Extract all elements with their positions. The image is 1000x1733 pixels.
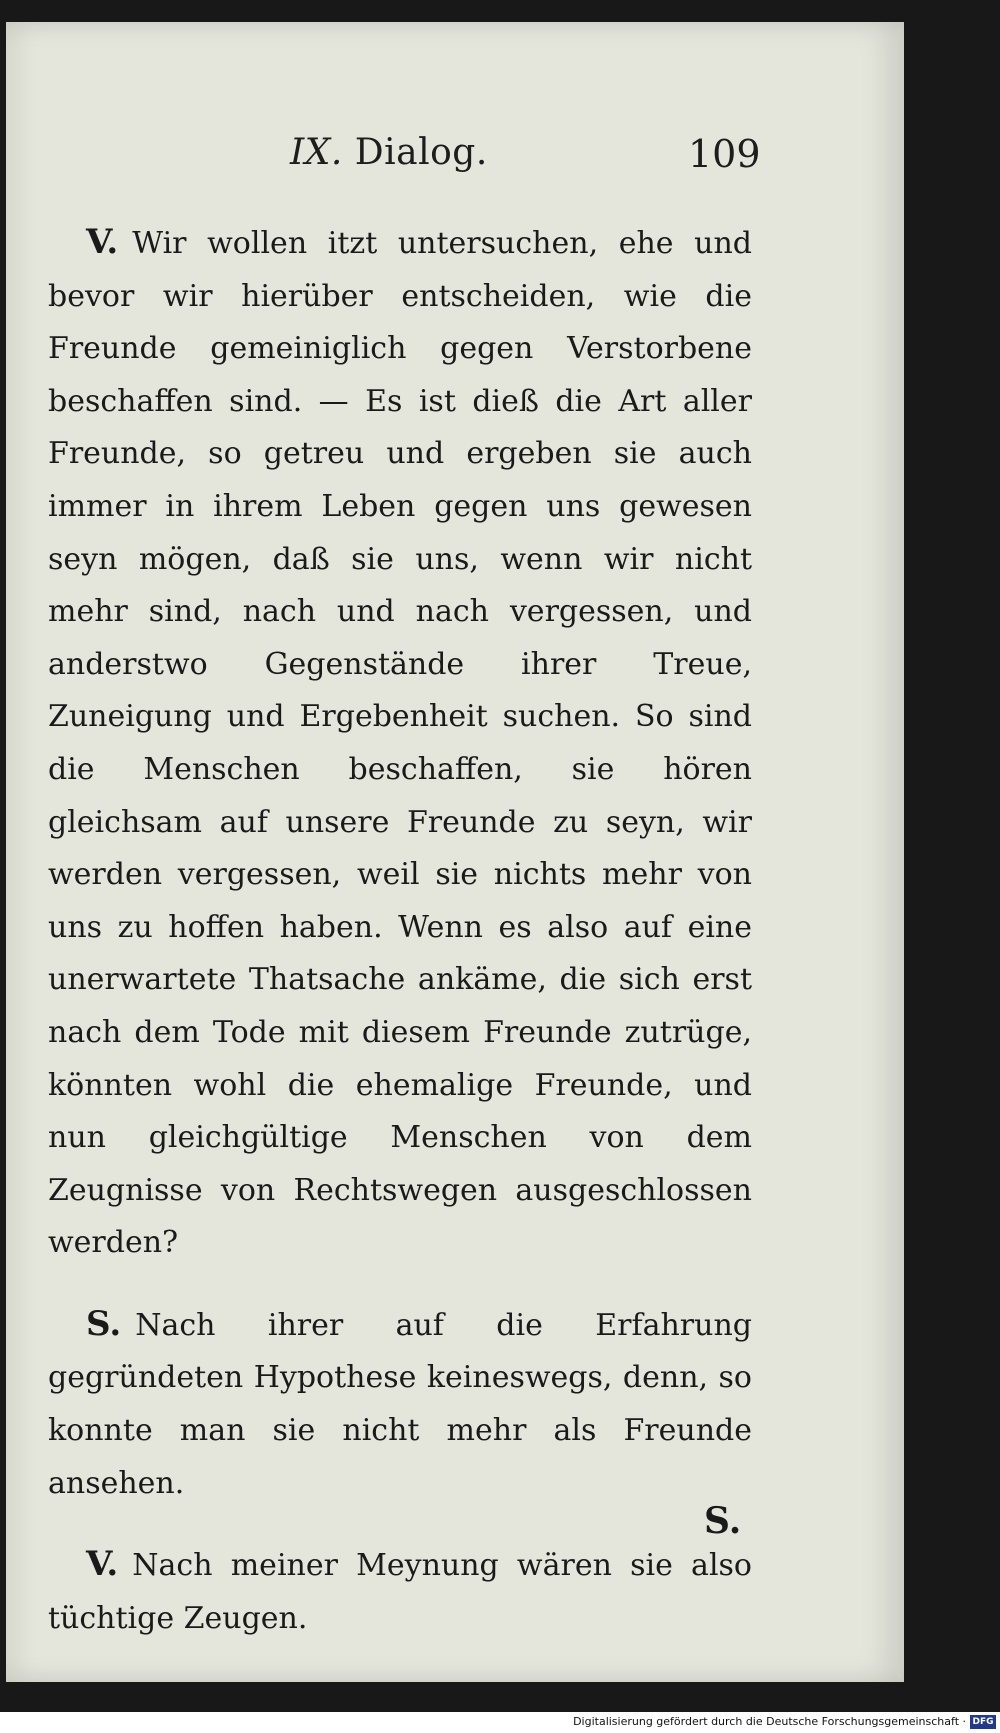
footer-credit: Digitalisierung gefördert durch die Deutsche Forschungsgemeinschaft · [573,1715,966,1728]
paragraph-text: Nach meiner Meynung wären sie also tüchtige Zeugen. [48,1548,752,1636]
running-title [290,132,488,173]
body-text [48,216,752,1645]
speaker-label: V. [86,222,119,262]
paragraph-1 [48,216,752,1270]
paragraph-2 [48,1298,752,1510]
paragraph-3 [48,1538,752,1645]
paragraph-text: Nach ihrer auf die Erfahrung gegründeten Hypothese keineswegs, denn, so konnte man sie nicht mehr als Freunde ansehen. [48,1307,752,1501]
section-word: Dialog. [354,132,488,173]
page-header [6,132,904,192]
section-roman: IX. [290,132,343,173]
paragraph-text: Wir wollen itzt untersuchen, ehe und bevor wir hierüber entscheiden, wie die Freunde gemeiniglich gegen Verstorbene beschaffen sind. — Es ist dieß die Art aller Freunde, so getreu und ergeben sie auch immer in ihrem Leben gegen uns gewesen seyn mögen, daß sie uns, wenn wir nicht mehr sind, nach und nach vergessen, und anderstwo Gegenstände ihrer Treue, Zuneigung und Ergebenheit suchen. So sind die Menschen beschaffen, sie hören gleichsam auf unsere Freunde zu seyn, wir werden vergessen, weil sie nichts mehr von uns zu hoffen haben. Wenn es also auf eine unerwartete Thatsache ankäme, die sich erst nach dem Tode mit diesem Freunde zutrüge, könnten wohl die ehemalige Freunde, und nun gleichgültige Menschen von dem Zeugnisse von Rechtswegen ausgeschlossen werden? [48,226,752,1261]
digitization-footer [0,1712,1000,1733]
speaker-label: S. [86,1303,122,1344]
catchword: S. [704,1500,742,1542]
book-page [6,22,904,1682]
page-number: 109 [688,132,761,176]
speaker-label: V. [86,1544,119,1585]
dfg-logo: DFG [970,1715,996,1729]
page-edge [898,28,901,1678]
